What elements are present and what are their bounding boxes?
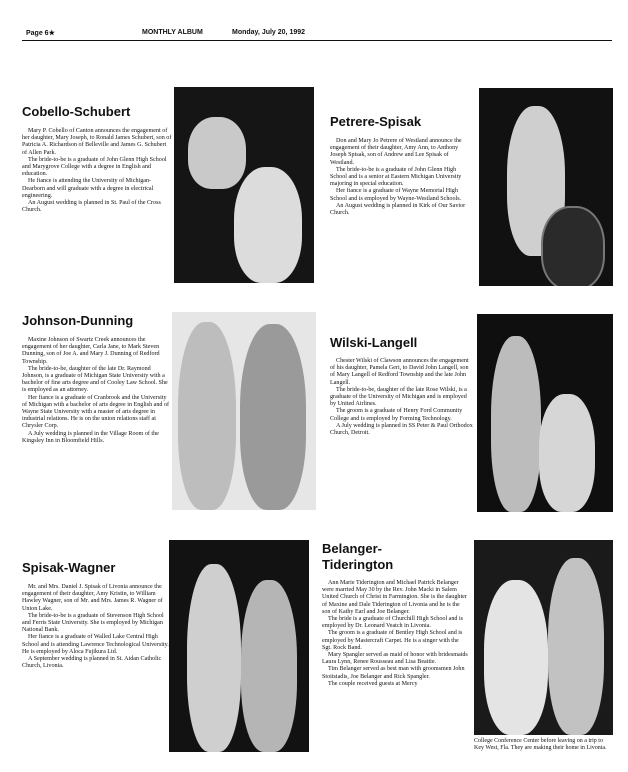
photo-cobello-schubert [174, 87, 314, 283]
photo-johnson-dunning [172, 312, 316, 510]
paragraph: A July wedding is planned in the Village Room of the Kingsley Inn in Bloomfield Hills. [22, 430, 159, 444]
paragraph: The bride-to-be is a graduate of Stevenson High School and Ferris State University. She is employed by Michigan National Bank. [22, 612, 164, 634]
headline-cobello-schubert: Cobello-Schubert [22, 104, 131, 119]
paragraph: The couple received guests at Mercy [328, 680, 418, 687]
paragraph: Don and Mary Jo Petrere of Westland announce the engagement of their daughter, Amy Ann, to Anthony Joseph Spisak, son of Andrew and Lee Spisak of Westland. [330, 138, 462, 166]
photo-spisak-wagner [169, 540, 309, 752]
page-header [22, 28, 612, 41]
publication-date: Monday, July 20, 1992 [232, 29, 306, 36]
headline-petrere-spisak: Petrere-Spisak [330, 114, 422, 129]
headline-line: Belanger- [322, 541, 382, 556]
paragraph: The bride-to-be, daughter of the late Rose Wilski, is a graduate of the University of Michigan and is employed by United Airlines. [330, 386, 467, 408]
paragraph: An August wedding is planned in Kirk of Our Savior Church. [330, 202, 466, 217]
paragraph: Mr. and Mrs. Daniel J. Spisak of Livonia announce the engagement of their daughter, Amy Kristin, to William Hawley Wagner, son of Mr. and Mrs. James R. Wagner of Union Lake. [22, 584, 163, 612]
paragraph: An August wedding is planned in St. Paul of the Cross Church. [22, 200, 161, 214]
paragraph: The bride-to-be is a graduate of John Glenn High School and Marygrove College with a degree in English and education. [22, 156, 167, 178]
article-belanger-tiderington [322, 580, 468, 688]
photo-caption-belanger-tiderington: College Conference Center before leaving on a trip to Key West, Fla. They are making their home in Livonia. [474, 738, 607, 751]
paragraph: Maxine Johnson of Swartz Creek announces the engagement of her daughter, Carla Jane, to Mark Steven Dunning, son of Joe A. and Mary J. Dunning of Redford Township. [22, 337, 160, 365]
headline-line: Tiderington [322, 557, 394, 572]
page-number: Page 6★ [26, 30, 55, 37]
paragraph: The bride is a graduate of Churchill High School and is employed by Dr. Leonard Veatch in Livonia. [322, 616, 464, 630]
headline-belanger-tiderington [322, 541, 467, 573]
paragraph: Mary P. Cobello of Canton announces the engagement of her daughter, Mary Joseph, to Ronald James Schubert, son of Patricia A. Richardson of Belleville and James G. Schubert of Allen Park. [22, 128, 172, 156]
paragraph: Ann Marie Tiderington and Michael Patrick Belanger were married May 30 by the Rev. John Macki in Salem United Church of Christ in Farmington. She is the daughter of Maxine and Dale Tiderington of Livonia and he is the son of Kathy Earl and Joe Belanger. [322, 580, 467, 615]
paragraph: The groom is a graduate of Bentley High School and is employed by Mastercraft Carpet. He is a singer with the Sgt. Rock Band. [322, 630, 463, 651]
headline-spisak-wagner: Spisak-Wagner [22, 560, 116, 575]
paragraph: The groom is a graduate of Henry Ford Community College and is employed by Forming Technology. [330, 408, 463, 422]
article-johnson-dunning [22, 337, 170, 445]
article-spisak-wagner [22, 584, 170, 670]
article-petrere-spisak [330, 138, 468, 217]
article-wilski-langell [330, 358, 474, 437]
paragraph: Her fiance is a graduate of Walled Lake Central High School and is attending Lawrence Technological University. He is employed by Aloca Fujikura Ltd. [22, 634, 169, 655]
paragraph: Tim Belanger served as best man with groomsmen John Stoitsiadis, Joe Belanger and Rick Spangler. [322, 666, 465, 680]
headline-wilski-langell: Wilski-Langell [330, 335, 418, 350]
paragraph: A September wedding is planned in St. Aidan Catholic Church, Livonia. [22, 656, 162, 670]
headline-johnson-dunning: Johnson-Dunning [22, 313, 134, 328]
article-cobello-schubert [22, 128, 172, 214]
paragraph: Her fiance is a graduate of Wayne Memorial High School and is employed by Wayne-Westland Schools. [330, 188, 462, 202]
section-title: MONTHLY ALBUM [142, 29, 203, 36]
paragraph: Her fiance is a graduate of Cranbrook and the University of Michigan with a bachelor of arts degree in English and of Wayne State University with a master of arts degree in industrial relations. He is on the union relations staff at Chrysler Corp. [22, 394, 170, 430]
photo-belanger-tiderington [474, 540, 613, 735]
paragraph: A July wedding is planned in SS Peter & Paul Orthodox Church, Detroit. [330, 422, 473, 437]
photo-wilski-langell [477, 314, 613, 512]
paragraph: He fiance is attending the University of Michigan-Dearborn and will graduate with a degree in electrical engineering. [22, 178, 154, 199]
paragraph: Chester Wilski of Clawson announces the engagement of his daughter, Pamela Geri, to David John Langell, son of Mary Langell of Redford Township and the late John Langell. [330, 358, 469, 386]
paragraph: Mary Spangler served as maid of honor with bridesmaids Laura Lynn, Renee Rousseau and Lisa Beattie. [322, 652, 468, 666]
photo-petrere-spisak [479, 88, 613, 286]
paragraph: The bride-to-be, daughter of the late Dr. Raymond Johnson, is a graduate of Michigan State University with a bachelor of fine arts degree and of Cooley Law School. She is employed as an attorney. [22, 365, 168, 394]
paragraph: The bride-to-be is a graduate of John Glenn High School and is a senior at Eastern Michigan University majoring in special education. [330, 166, 462, 188]
